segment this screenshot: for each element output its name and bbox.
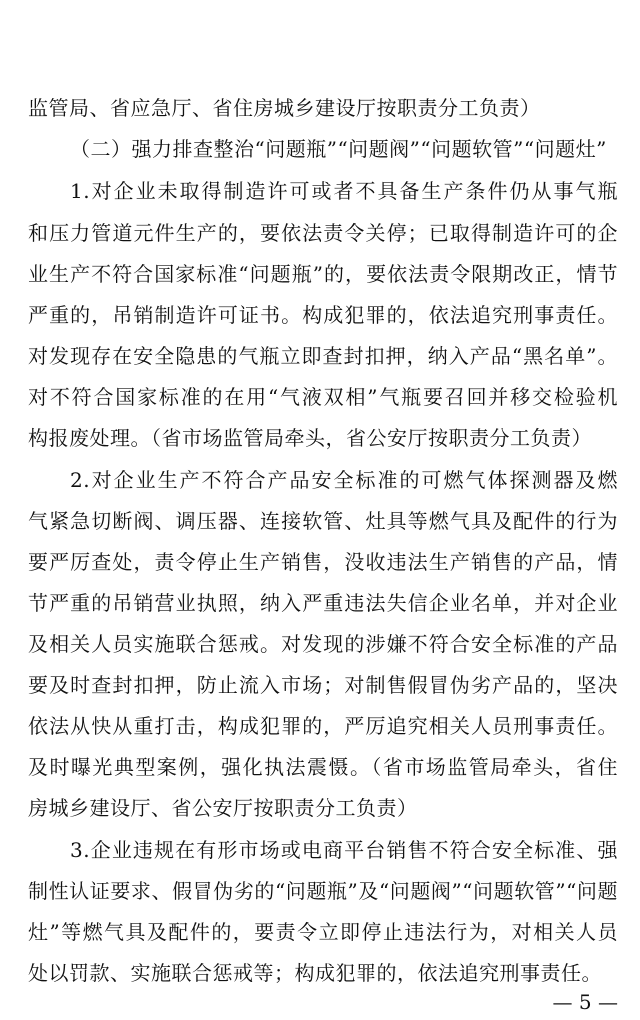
text-line-21: 灶”等燃气具及配件的，要责令立即停止违法行为，对相关人员	[28, 920, 618, 944]
text-line-13: 节严重的吊销营业执照，纳入严重违法失信企业名单，并对企业	[28, 591, 618, 615]
text-line-17: 及时曝光典型案例，强化执法震慑。（省市场监管局牵头，省住	[28, 755, 618, 779]
text-line-20: 制性认证要求、假冒伪劣的“问题瓶”及“问题阀”“问题软管”“问题	[28, 879, 618, 903]
text-line-16: 依法从快从重打击，构成犯罪的，严厉追究相关人员刑事责任。	[28, 714, 618, 738]
section-heading: （二）强力排查整治“问题瓶”“问题阀”“问题软管”“问题灶”	[70, 137, 607, 161]
text-line-11: 气紧急切断阀、调压器、连接软管、灶具等燃气具及配件的行为	[28, 509, 618, 533]
text-line-3: 1.对企业未取得制造许可或者不具备生产条件仍从事气瓶	[70, 179, 618, 203]
text-line-4: 和压力管道元件生产的，要依法责令关停；已取得制造许可的企	[28, 221, 618, 245]
text-line-8: 对不符合国家标准的在用“气液双相”气瓶要召回并移交检验机	[28, 385, 618, 409]
text-line-19: 3.企业违规在有形市场或电商平台销售不符合安全标准、强	[70, 838, 618, 862]
text-line-7: 对发现存在安全隐患的气瓶立即查封扣押，纳入产品“黑名单”。	[28, 344, 618, 368]
text-line-6: 严重的，吊销制造许可证书。构成犯罪的，依法追究刑事责任。	[28, 303, 618, 327]
text-line-9: 构报废处理。（省市场监管局牵头，省公安厅按职责分工负责）	[28, 426, 592, 450]
text-line-1: 监管局、省应急厅、省住房城乡建设厅按职责分工负责）	[28, 96, 541, 120]
text-line-10: 2.对企业生产不符合产品安全标准的可燃气体探测器及燃	[70, 468, 618, 492]
text-line-15: 要及时查封扣押，防止流入市场；对制售假冒伪劣产品的，坚决	[28, 673, 618, 697]
text-line-14: 及相关人员实施联合惩戒。对发现的涉嫌不符合安全标准的产品	[28, 632, 618, 656]
page-number: — 5 —	[552, 990, 618, 1014]
text-line-5: 业生产不符合国家标准“问题瓶”的，要依法责令限期改正，情节	[28, 262, 618, 286]
text-line-22: 处以罚款、实施联合惩戒等；构成犯罪的，依法追究刑事责任。	[28, 961, 602, 985]
text-line-18: 房城乡建设厅、省公安厅按职责分工负责）	[28, 796, 418, 820]
text-line-12: 要严厉查处，责令停止生产销售，没收违法生产销售的产品，情	[28, 550, 618, 574]
